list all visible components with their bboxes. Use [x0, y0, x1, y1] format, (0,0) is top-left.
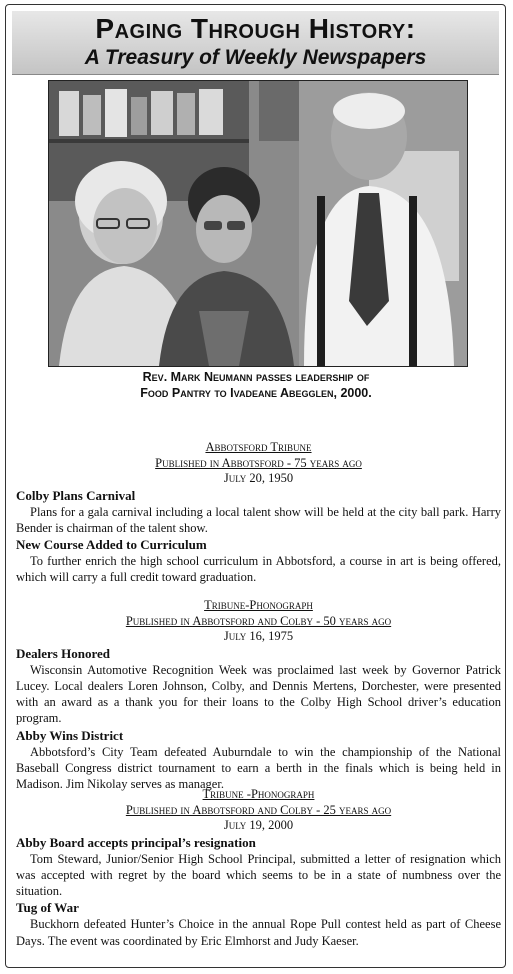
- column-banner: [12, 11, 499, 75]
- issue-date: July 16, 1975: [223, 629, 294, 643]
- story-body: Abbotsford’s City Team defeated Auburndale to win the championship of the National Baseball Congress district tournament to earn a berth in the finals which is being held in Madison. Jim Nikolay serves as manager.: [16, 744, 501, 792]
- section-header: [16, 598, 501, 645]
- story-title: Abby Wins District: [16, 727, 124, 743]
- story-title: Tug of War: [16, 900, 79, 916]
- story-title: New Course Added to Curriculum: [16, 537, 207, 553]
- section-header: [16, 787, 501, 834]
- section-75-years: [16, 440, 501, 586]
- story-body: Plans for a gala carnival including a local talent show will be held at the city ball park. Harry Bender is chairman of the talent show.: [16, 504, 501, 535]
- historical-photo: [48, 80, 468, 367]
- photo-illustration: [49, 81, 467, 366]
- published-line: Published in Abbotsford - 75 years ago: [155, 455, 362, 470]
- issue-date: July 19, 2000: [223, 818, 294, 832]
- published-line: Published in Abbotsford and Colby - 25 years ago: [125, 802, 392, 817]
- column-subtitle: A Treasury of Weekly Newspapers: [84, 46, 427, 69]
- story-body: To further enrich the high school curriculum in Abbotsford, a course in art is being offered, which will carry a full credit toward graduation.: [16, 554, 501, 585]
- issue-date: July 20, 1950: [223, 471, 294, 485]
- caption-line-2: Food Pantry to Ivadeane Abegglen, 2000.: [140, 386, 372, 400]
- newspaper-column: [5, 4, 506, 968]
- paper-name: Tribune -Phonograph: [202, 787, 315, 801]
- published-line: Published in Abbotsford and Colby - 50 years ago: [125, 613, 392, 628]
- story-title: Dealers Honored: [16, 645, 110, 661]
- section-header: [16, 440, 501, 487]
- section-25-years: [16, 787, 501, 949]
- story-title: Colby Plans Carnival: [16, 487, 136, 503]
- section-50-years: [16, 598, 501, 793]
- story-title: Abby Board accepts principal’s resignation: [16, 834, 256, 850]
- caption-line-1: Rev. Mark Neumann passes leadership of: [142, 370, 370, 384]
- column-title: Paging Through History:: [95, 13, 416, 44]
- story-body: Tom Steward, Junior/Senior High School Principal, submitted a letter of resignation which was accepted with regret by the board which seems to be in a state of numbness over the situation.: [16, 851, 501, 899]
- story-body: Wisconsin Automotive Recognition Week was proclaimed last week by Governor Patrick Lucey. Local dealers Loren Johnson, Colby, and Dennis Mertens, Dorchester, were presented with an award as a thank you for their loans to the Colby High School driver’s education program.: [16, 662, 501, 726]
- story-body: Buckhorn defeated Hunter’s Choice in the annual Rope Pull contest held as part of Cheese Days. The event was coordinated by Eric Elmhorst and Judy Kaeser.: [16, 917, 501, 948]
- paper-name: Abbotsford Tribune: [205, 440, 312, 454]
- paper-name: Tribune-Phonograph: [204, 598, 313, 612]
- photo-caption: [46, 369, 466, 401]
